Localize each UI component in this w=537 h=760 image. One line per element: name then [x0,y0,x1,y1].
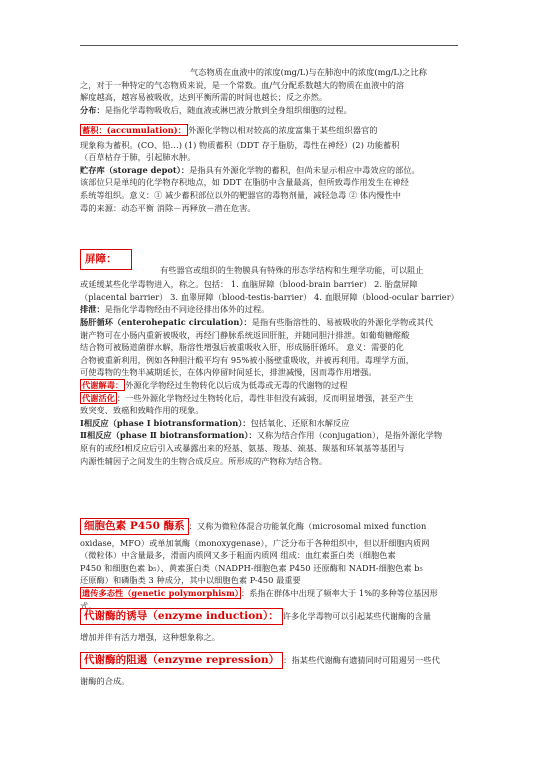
barrier-section [80,249,460,467]
term-phase2: Ⅱ相反应（phase Ⅱ biotransformation）： [80,430,257,441]
header-rule [80,45,458,46]
text-line: 增加并伴有活力增强，这种想象称之。 [80,631,221,642]
term-genetic-polymorphism: 遗传多态性（genetic polymorphism） [82,587,239,598]
text-line: （placental barrier） 3. 血睾屏障（blood-testis-barrier） 4. 血眼屏障（blood-ocular barrier） [80,291,459,302]
repression-title: 代谢酶的阻遏（enzyme repression） [80,652,283,669]
term-storage-depot: 贮存库（storage depot）： [80,164,190,175]
text-line: （百草枯存于肺，引起肺水肿。 [80,152,196,163]
text-line: 谢产物可在小肠内重新被吸收，再经门静脉系统返回肝脏，并随同胆汁排泄。如葡萄糖醛酸 [80,329,410,340]
definition-text: 是指具有外源化学物的蓄积，但尚未显示相应中毒效应的部位。 [189,164,420,175]
text-line: 该部位只是单纯的化学物存积地点，如 DDT 在脂肪中含量最高，但所致毒作用发生在神经 [80,177,409,188]
definition-text: ：系指在群体中出现了频率大于 1%的多种等位基因形 [240,587,438,598]
text-line: 合物被重新利用，例如各种胆汁酸平均有 95%被小肠壁重吸收，并被再利用。毒理学方面， [80,354,415,365]
text-line: 解度越高，越容易被吸收，达到平衡所需的时间也越长；反之亦然。 [80,92,328,103]
definition-text: 外源化学物经过生物转化以后成为低毒或无毒的代谢物的过程 [125,379,348,390]
phase2-paragraph [80,429,460,442]
text-line: 毒的来源：动态平衡 消除－再释放－潜在危害。 [80,202,256,213]
text-line: oxidase，MFO）或单加氧酶（monoxygenase），广泛分布于各种组织中，但以肝细胞内质网 [80,537,430,548]
body-text [80,66,460,116]
term-phase1: Ⅰ相反应（phase Ⅰ biotransformation）： [80,417,251,428]
repression-heading [80,652,460,669]
text-line: 有些器官或组织的生物膜具有特殊的形态学结构和生理学功能，可以阻止 [160,264,424,275]
ehc-paragraph [80,316,460,329]
definition-text: 是指化学毒物经由不同途径排出体外的过程。 [104,304,270,315]
storage-paragraph [80,164,460,177]
induction-heading [80,608,460,625]
text-line: 之，对于一种特定的气态物质来说，是一个常数。血/气分配系数越大的物质在血液中的溶 [80,79,405,90]
term-excretion: 排泄： [80,304,105,315]
p450-title: 细胞色素 P450 酶系 [80,518,189,535]
text-line: 可使毒物的生物半减期延长，在体内停留时间延长，排泄减慢，因而毒作用增强。 [80,367,377,378]
text-line: 或延缓某些化学毒物进入，称之。包括： 1. 血脑屏障（blood-brain barrier） 2. 胎盘屏障 [80,279,418,290]
excretion-paragraph [80,303,460,316]
barrier-title: 屏障： [80,249,132,270]
definition-text: 又称为结合作用（conjugation），是指外源化学物 [256,430,443,441]
induction-section [80,608,460,643]
text-line: 现象称为蓄积。(CO、铅…) (1) 物质蓄积（DDT 存于脂肪，毒性在神经）(2) 功能蓄积 [80,139,400,150]
repression-section [80,652,460,687]
text-line: 原有的或经Ⅰ相反应后引入或暴露出来的羟基、氨基、羧基、巯基、羰基和环氧基等基团与 [80,442,405,453]
accumulation-section [80,124,460,214]
accumulation-heading [80,124,460,137]
definition-text: 是指有些脂溶性的、易被吸收的外源化学物或其代 [251,316,433,327]
term-distribution: 分布： [80,104,105,115]
definition-text: 包括氧化、还原和水解反应 [250,417,350,428]
detox-paragraph [80,379,460,392]
text-line: 致突变、致癌和致畸作用的现象。 [80,405,204,416]
activation-paragraph [80,392,460,405]
definition-text: ：指某些代谢酶有遗猜同时可阻遏另一些代 [283,655,440,665]
p450-heading [80,518,460,535]
text-line: 结合物可被肠道菌群水解，脂溶性增强后被重吸收入肝，形成肠肝循环。 意义：需要的化 [80,342,404,353]
term-activation: 代谢活化 [82,392,115,403]
term-detox: 代谢解毒： [82,379,124,390]
phase1-paragraph [80,417,460,430]
p450-section [80,518,460,612]
induction-title: 代谢酶的诱导（enzyme induction）： [80,608,283,625]
text-line: 系统等组织。意义：① 减少蓄积部位以外的靶器官的毒物剂量，减轻急毒 ② 体内慢性中 [80,189,401,200]
text-line: 内源性辅因子之间发生的生物合成反应。所形成的产物称为结合物。 [80,455,328,466]
text-line: （微粒体）中含量最多，滑面内质网又多于粗面内质网 组成：血红素蛋白类（细胞色素 [80,550,396,561]
text-line: 式。 [80,600,97,611]
definition-text: ：又称为微粒体混合功能氧化酶（microsomal mixed function [188,521,427,531]
definition-text: ：一些外源化学物经过生物转化后，毒性非但没有减弱，反而明显增强，甚至产生 [116,392,414,403]
text-line: 还原酶）和磷脂类 3 种成分，其中以细胞色素 P-450 最重要 [80,575,301,586]
accumulation-desc: 外源化学物以相对较高的浓度富集于某些组织器官的 [187,125,378,135]
genpoly-paragraph [80,587,460,600]
definition-text: 许多化学毒物可以引起某些代谢酶的含量 [282,611,432,621]
text-line: P450 和细胞色素 b₅）、黄素蛋白类（NADPH-细胞色素 P450 还原酶和 NADH-细胞色素 b₅ [80,562,423,573]
term-enterohepatic: 肠肝循环（enterohepatic circulation）： [80,316,252,327]
text-line: 气态物质在血液中的浓度(mg/L)与在肺泡中的浓度(mg/L)之比称 [190,67,428,77]
definition-text: 是指化学毒物吸收后，随血液或淋巴液分散到全身组织细胞的过程。 [104,104,352,115]
text-line: 谢酶的合成。 [80,675,130,686]
distribution-paragraph [80,104,460,117]
accumulation-title: 蓄积：(accumulation)： [82,125,186,135]
